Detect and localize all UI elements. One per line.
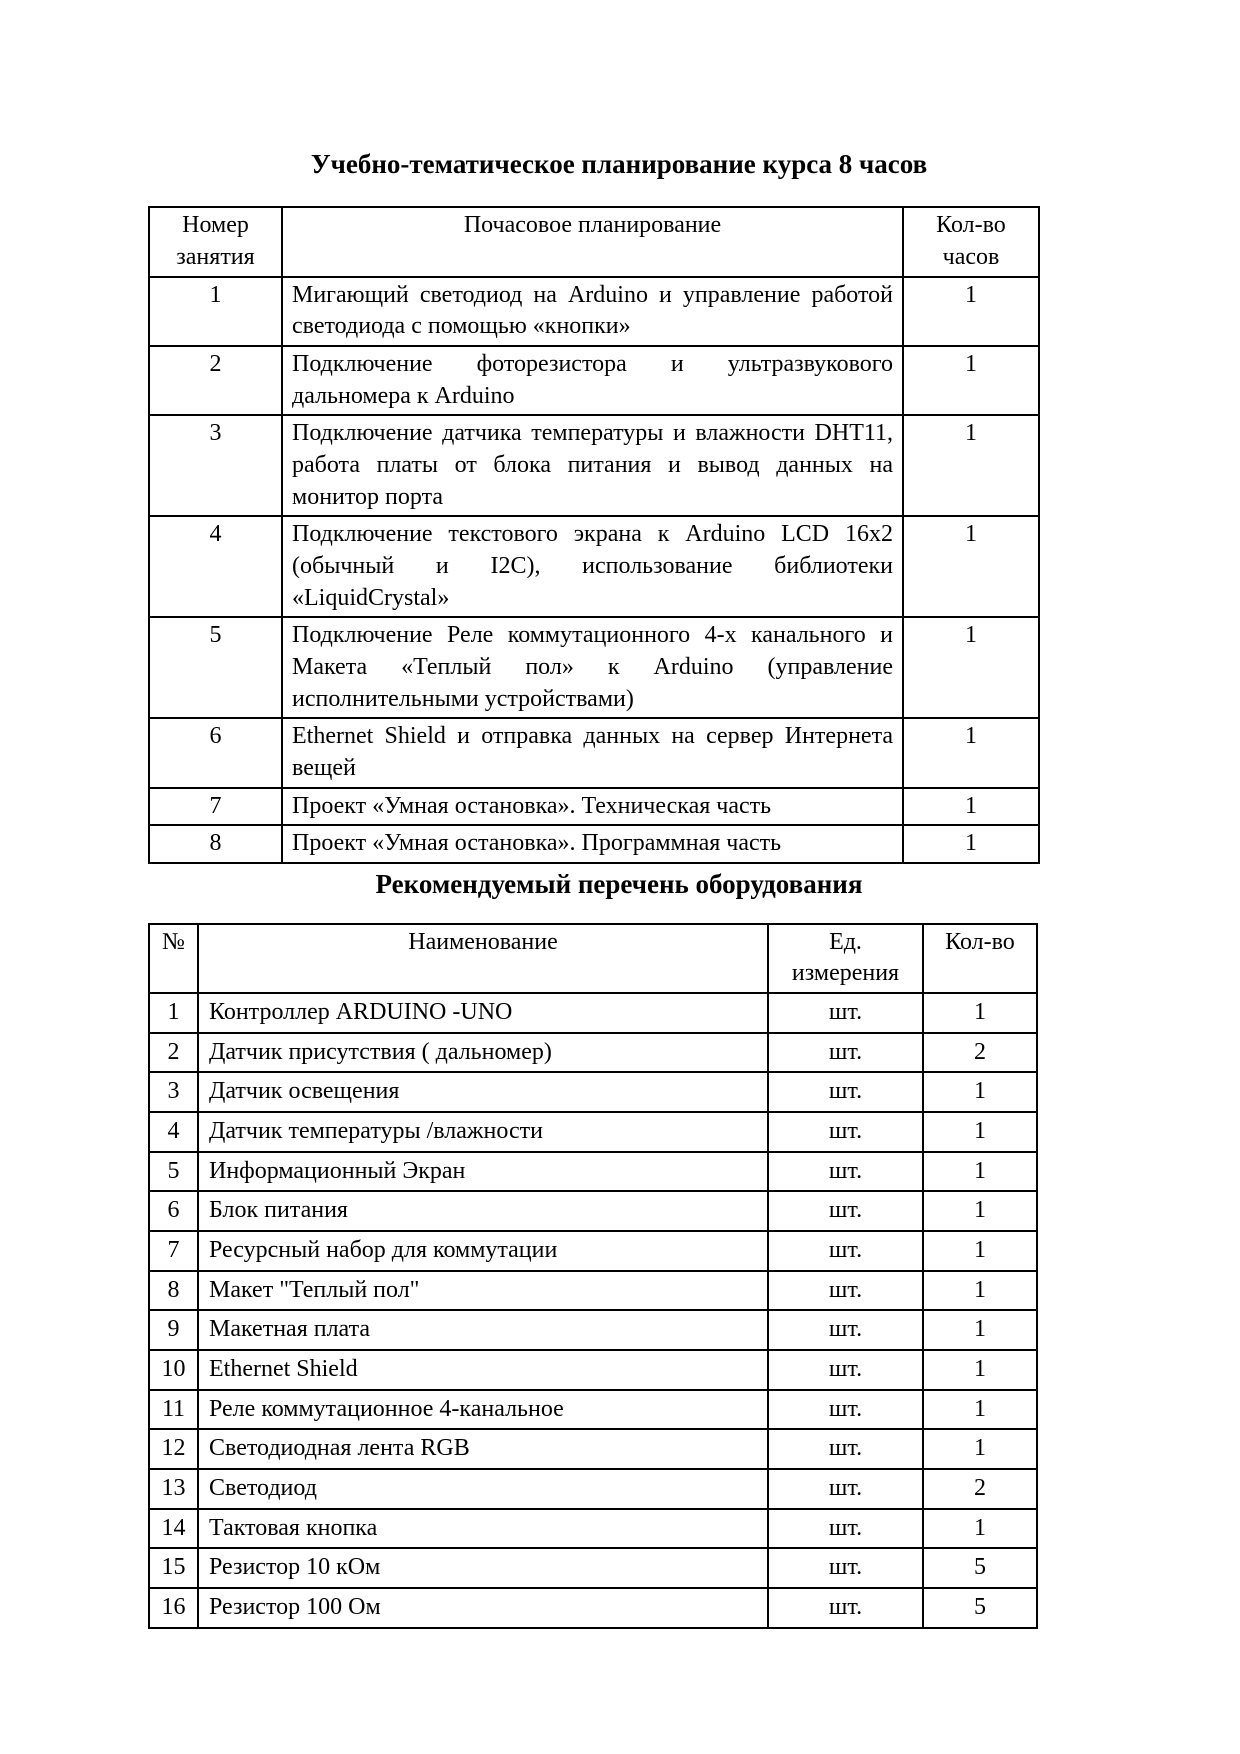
lesson-hours: 1 (903, 277, 1039, 346)
schedule-table-row (149, 825, 1039, 863)
schedule-table-row (149, 617, 1039, 718)
equipment-name: Макет "Теплый пол" (198, 1271, 768, 1311)
lesson-topic: Мигающий светодиод на Arduino и управление работой светодиода с помощью «кнопки» (282, 277, 903, 346)
column-header-number: № (149, 924, 198, 993)
equipment-name: Ресурсный набор для коммутации (198, 1231, 768, 1271)
equipment-number: 8 (149, 1271, 198, 1311)
equipment-table-row (149, 1588, 1037, 1628)
equipment-number: 13 (149, 1469, 198, 1509)
lesson-topic: Подключение Реле коммутационного 4-х канального и Макета «Теплый пол» к Arduino (управление исполнительными устройствами) (282, 617, 903, 718)
equipment-number: 3 (149, 1072, 198, 1112)
equipment-table-row (149, 1072, 1037, 1112)
lesson-number: 7 (149, 788, 282, 826)
column-header-hourly-planning: Почасовое планирование (282, 207, 903, 276)
equipment-quantity: 1 (923, 1112, 1037, 1152)
equipment-quantity: 1 (923, 993, 1037, 1033)
equipment-quantity: 2 (923, 1469, 1037, 1509)
schedule-table-row (149, 346, 1039, 415)
equipment-number: 11 (149, 1390, 198, 1430)
lesson-hours: 1 (903, 415, 1039, 516)
lesson-topic: Подключение текстового экрана к Arduino LCD 16x2 (обычный и I2C), использование библиотеки «LiquidCrystal» (282, 516, 903, 617)
equipment-name: Светодиодная лента RGB (198, 1429, 768, 1469)
lesson-topic: Проект «Умная остановка». Программная часть (282, 825, 903, 863)
equipment-number: 9 (149, 1310, 198, 1350)
column-header-quantity: Кол-во (923, 924, 1037, 993)
equipment-unit: шт. (768, 1469, 923, 1509)
lesson-number: 2 (149, 346, 282, 415)
equipment-quantity: 1 (923, 1310, 1037, 1350)
equipment-name: Блок питания (198, 1191, 768, 1231)
equipment-unit: шт. (768, 1231, 923, 1271)
equipment-quantity: 1 (923, 1390, 1037, 1430)
equipment-table-row (149, 1469, 1037, 1509)
equipment-name: Контроллер ARDUINO -UNO (198, 993, 768, 1033)
equipment-header-row (149, 924, 1037, 993)
equipment-name: Датчик присутствия ( дальномер) (198, 1033, 768, 1073)
equipment-quantity: 1 (923, 1271, 1037, 1311)
lesson-number: 1 (149, 277, 282, 346)
column-header-lesson-number: Номер занятия (149, 207, 282, 276)
equipment-quantity: 5 (923, 1548, 1037, 1588)
column-header-name: Наименование (198, 924, 768, 993)
lesson-topic: Ethernet Shield и отправка данных на сервер Интернета вещей (282, 718, 903, 787)
schedule-table-row (149, 788, 1039, 826)
lesson-topic: Проект «Умная остановка». Техническая часть (282, 788, 903, 826)
equipment-table-row (149, 1548, 1037, 1588)
equipment-table-row (149, 1390, 1037, 1430)
schedule-table-row (149, 415, 1039, 516)
equipment-quantity: 1 (923, 1072, 1037, 1112)
equipment-quantity: 2 (923, 1033, 1037, 1073)
equipment-unit: шт. (768, 1588, 923, 1628)
lesson-hours: 1 (903, 718, 1039, 787)
schedule-table (148, 206, 1040, 864)
equipment-unit: шт. (768, 1310, 923, 1350)
lesson-hours: 1 (903, 825, 1039, 863)
equipment-number: 12 (149, 1429, 198, 1469)
equipment-unit: шт. (768, 1112, 923, 1152)
lesson-hours: 1 (903, 617, 1039, 718)
equipment-name: Ethernet Shield (198, 1350, 768, 1390)
lesson-number: 3 (149, 415, 282, 516)
equipment-unit: шт. (768, 1152, 923, 1192)
equipment-table-row (149, 1231, 1037, 1271)
equipment-quantity: 1 (923, 1509, 1037, 1549)
equipment-unit: шт. (768, 1548, 923, 1588)
equipment-unit: шт. (768, 993, 923, 1033)
equipment-name: Резистор 100 Ом (198, 1588, 768, 1628)
equipment-table-row (149, 1350, 1037, 1390)
lesson-hours: 1 (903, 788, 1039, 826)
equipment-number: 6 (149, 1191, 198, 1231)
equipment-name: Резистор 10 кОм (198, 1548, 768, 1588)
equipment-number: 2 (149, 1033, 198, 1073)
schedule-table-row (149, 718, 1039, 787)
equipment-number: 10 (149, 1350, 198, 1390)
equipment-name: Датчик освещения (198, 1072, 768, 1112)
equipment-unit: шт. (768, 1350, 923, 1390)
lesson-topic: Подключение датчика температуры и влажности DHT11, работа платы от блока питания и вывод данных на монитор порта (282, 415, 903, 516)
equipment-unit: шт. (768, 1390, 923, 1430)
equipment-name: Светодиод (198, 1469, 768, 1509)
equipment-quantity: 1 (923, 1152, 1037, 1192)
equipment-unit: шт. (768, 1191, 923, 1231)
page-title: Учебно-тематическое планирование курса 8 часов (310, 149, 928, 179)
lesson-number: 8 (149, 825, 282, 863)
equipment-name: Информационный Экран (198, 1152, 768, 1192)
equipment-unit: шт. (768, 1509, 923, 1549)
equipment-table-row (149, 1191, 1037, 1231)
equipment-list-title: Рекомендуемый перечень оборудования (375, 869, 863, 900)
equipment-unit: шт. (768, 1429, 923, 1469)
equipment-name: Реле коммутационное 4-канальное (198, 1390, 768, 1430)
equipment-table (148, 923, 1038, 1629)
column-header-unit: Ед. измерения (768, 924, 923, 993)
equipment-quantity: 5 (923, 1588, 1037, 1628)
equipment-number: 5 (149, 1152, 198, 1192)
equipment-number: 1 (149, 993, 198, 1033)
equipment-table-row (149, 1033, 1037, 1073)
equipment-unit: шт. (768, 1072, 923, 1112)
equipment-table-row (149, 1310, 1037, 1350)
lesson-topic: Подключение фоторезистора и ультразвукового дальномера к Arduino (282, 346, 903, 415)
equipment-table-row (149, 1429, 1037, 1469)
equipment-name: Тактовая кнопка (198, 1509, 768, 1549)
equipment-number: 7 (149, 1231, 198, 1271)
lesson-hours: 1 (903, 346, 1039, 415)
lesson-number: 6 (149, 718, 282, 787)
equipment-name: Макетная плата (198, 1310, 768, 1350)
equipment-unit: шт. (768, 1033, 923, 1073)
lesson-number: 4 (149, 516, 282, 617)
equipment-table-row (149, 1112, 1037, 1152)
equipment-number: 14 (149, 1509, 198, 1549)
equipment-table-row (149, 993, 1037, 1033)
equipment-table-row (149, 1271, 1037, 1311)
schedule-table-row (149, 516, 1039, 617)
equipment-table-row (149, 1509, 1037, 1549)
lesson-hours: 1 (903, 516, 1039, 617)
equipment-unit: шт. (768, 1271, 923, 1311)
schedule-table-row (149, 277, 1039, 346)
column-header-hours-count: Кол-во часов (903, 207, 1039, 276)
equipment-quantity: 1 (923, 1350, 1037, 1390)
equipment-name: Датчик температуры /влажности (198, 1112, 768, 1152)
equipment-quantity: 1 (923, 1191, 1037, 1231)
equipment-number: 16 (149, 1588, 198, 1628)
equipment-number: 15 (149, 1548, 198, 1588)
schedule-header-row (149, 207, 1039, 276)
equipment-table-row (149, 1152, 1037, 1192)
equipment-number: 4 (149, 1112, 198, 1152)
equipment-quantity: 1 (923, 1429, 1037, 1469)
lesson-number: 5 (149, 617, 282, 718)
equipment-quantity: 1 (923, 1231, 1037, 1271)
